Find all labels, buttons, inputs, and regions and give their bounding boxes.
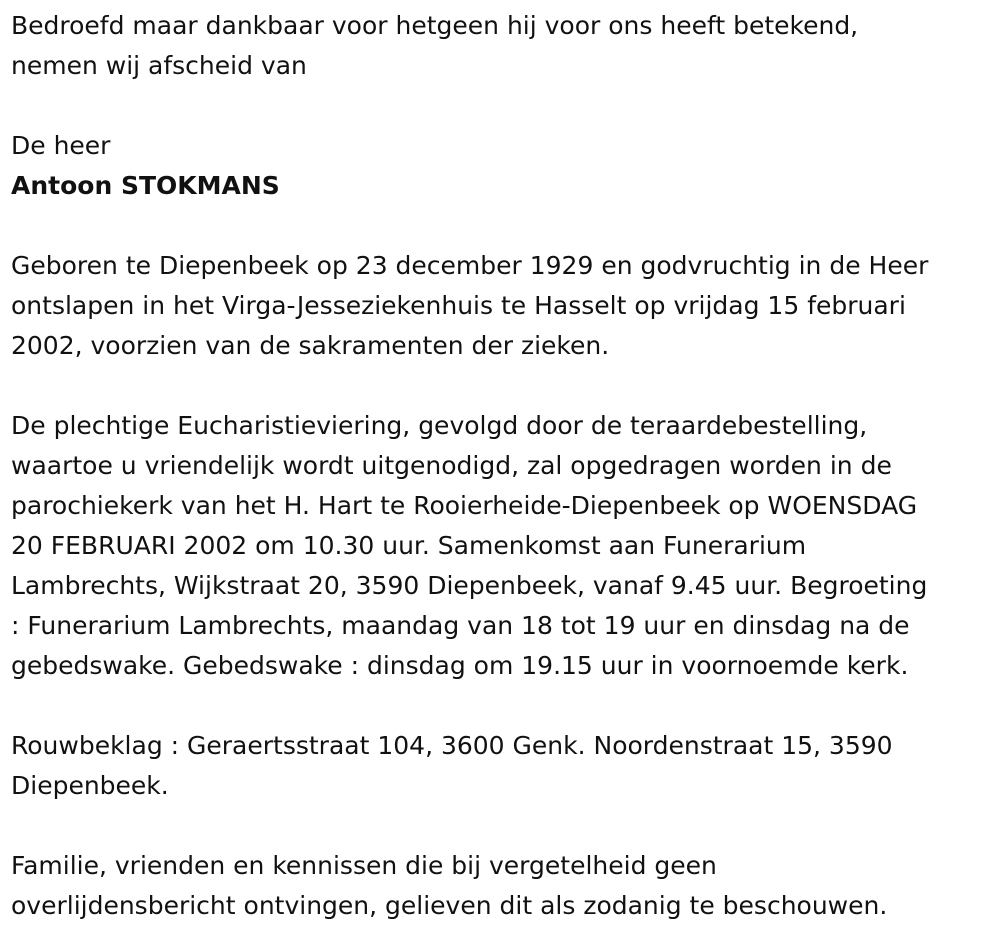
paragraph-gap [11,686,1000,726]
text-line: Bedroefd maar dankbaar voor hetgeen hij voor ons heeft betekend, [11,11,859,40]
text-line: : Funerarium Lambrechts, maandag van 18 tot 19 uur en dinsdag na de [11,611,910,640]
birth-death-paragraph [11,246,1000,366]
paragraph-gap [11,86,1000,126]
text-line: waartoe u vriendelijk wordt uitgenodigd, zal opgedragen worden in de [11,451,892,480]
intro-paragraph [11,6,1000,86]
text-line: Rouwbeklag : Geraertsstraat 104, 3600 Genk. Noordenstraat 15, 3590 [11,731,893,760]
text-line: Familie, vrienden en kennissen die bij vergetelheid geen [11,851,717,880]
text-line: De plechtige Eucharistieviering, gevolgd door de teraardebestelling, [11,411,868,440]
text-line: 20 FEBRUARI 2002 om 10.30 uur. Samenkomst aan Funerarium [11,531,807,560]
text-line: gebedswake. Gebedswake : dinsdag om 19.15 uur in voornoemde kerk. [11,651,909,680]
paragraph-gap [11,366,1000,406]
text-line: nemen wij afscheid van [11,51,307,80]
text-line: Geboren te Diepenbeek op 23 december 1929 en godvruchtig in de Heer [11,251,929,280]
ceremony-paragraph [11,406,1000,686]
honorific: De heer [11,131,111,160]
text-line: 2002, voorzien van de sakramenten der zieken. [11,331,610,360]
paragraph-gap [11,806,1000,846]
text-line: overlijdensbericht ontvingen, gelieven dit als zodanig te beschouwen. [11,891,888,920]
closing-paragraph [11,846,1000,926]
text-line: ontslapen in het Virga-Jesseziekenhuis te Hasselt op vrijdag 15 februari [11,291,906,320]
text-line: Diepenbeek. [11,771,169,800]
text-line: Lambrechts, Wijkstraat 20, 3590 Diepenbeek, vanaf 9.45 uur. Begroeting [11,571,928,600]
deceased-name: Antoon STOKMANS [11,171,280,200]
paragraph-gap [11,206,1000,246]
text-line: parochiekerk van het H. Hart te Rooierheide-Diepenbeek op WOENSDAG [11,491,918,520]
mourning-address-paragraph [11,726,1000,806]
